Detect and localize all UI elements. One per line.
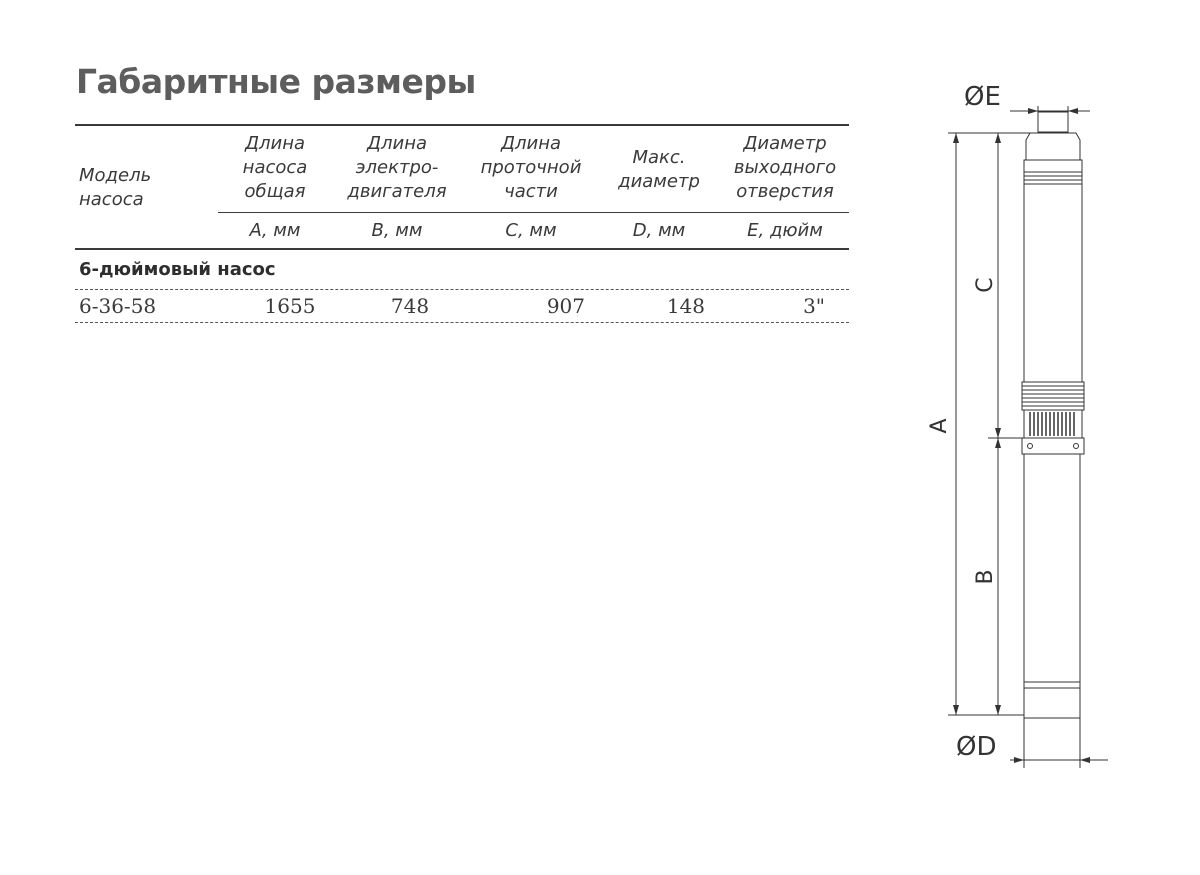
header-length-flow: Длина проточной части bbox=[480, 133, 582, 202]
cell-d: 148 bbox=[666, 294, 705, 318]
unit-e: Е, дюйм bbox=[747, 220, 823, 241]
label-b: B bbox=[973, 569, 998, 585]
pump-motor-body bbox=[1024, 454, 1080, 682]
label-diameter-e: ØE bbox=[964, 82, 1001, 112]
pump-outlet bbox=[1038, 112, 1068, 132]
label-diameter-d: ØD bbox=[956, 732, 997, 762]
header-mid-rule bbox=[218, 212, 849, 213]
section-heading: 6-дюймовый насос bbox=[79, 259, 276, 280]
header-model: Модель насоса bbox=[79, 165, 152, 210]
cell-b: 748 bbox=[390, 294, 430, 318]
unit-d: D, мм bbox=[632, 220, 686, 241]
header-bottom-rule bbox=[75, 248, 849, 250]
header-length-total: Длина насоса общая bbox=[242, 133, 308, 202]
row-bottom-divider bbox=[75, 322, 849, 323]
page-title: Габаритные размеры bbox=[76, 62, 476, 101]
pump-motor-base bbox=[1024, 682, 1080, 760]
row-top-divider bbox=[75, 289, 849, 290]
cell-model: 6-36-58 bbox=[79, 294, 157, 318]
unit-b: В, мм bbox=[371, 220, 423, 241]
label-a: A bbox=[927, 418, 952, 434]
table-top-rule bbox=[75, 124, 849, 126]
cell-a: 1655 bbox=[264, 294, 316, 318]
pump-hydraulic-body bbox=[1024, 160, 1082, 382]
header-length-motor: Длина электро- двигателя bbox=[347, 133, 447, 202]
pump-outlet-head bbox=[1026, 133, 1080, 160]
unit-c: С, мм bbox=[505, 220, 557, 241]
header-outlet-diameter: Диаметр выходного отверстия bbox=[733, 133, 837, 202]
cell-e: 3" bbox=[803, 294, 825, 318]
cell-c: 907 bbox=[546, 294, 585, 318]
unit-a: А, мм bbox=[249, 220, 301, 241]
pump-motor-flange bbox=[1022, 438, 1084, 454]
header-max-diameter: Макс. диаметр bbox=[618, 147, 700, 192]
pump-dimension-drawing bbox=[900, 70, 1120, 780]
label-c: C bbox=[973, 277, 998, 293]
